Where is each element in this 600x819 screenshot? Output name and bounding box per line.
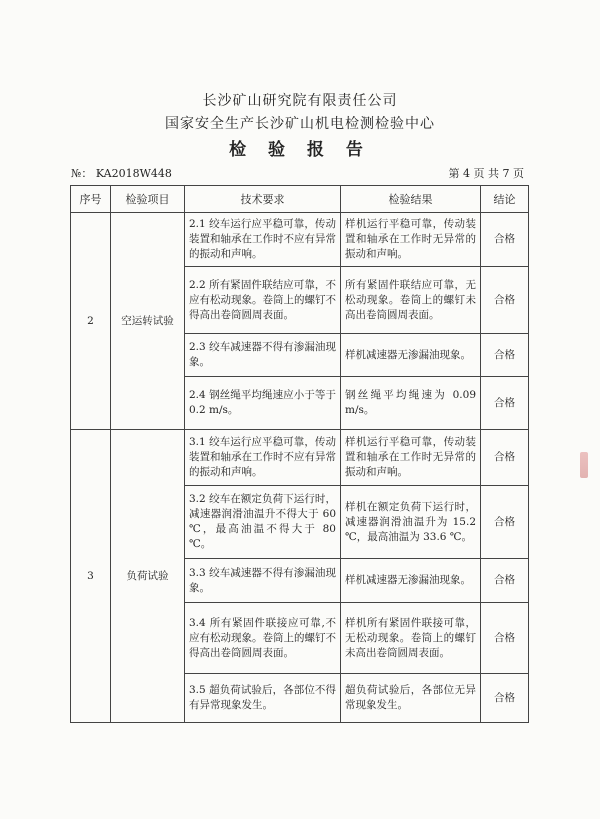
test-item: 负荷试验 <box>111 430 185 723</box>
table-row <box>71 213 529 267</box>
document-title: 检 验 报 告 <box>229 140 371 160</box>
header-seq: 序号 <box>71 186 111 213</box>
header-requirement: 技术要求 <box>185 186 341 213</box>
table-row <box>71 430 529 486</box>
requirement-cell: 2.1 绞车运行应平稳可靠，传动装置和轴承在工作时不应有异常的振动和声响。 <box>185 213 341 267</box>
requirement-cell: 3.1 绞车运行应平稳可靠，传动装置和轴承在工作时不应有异常的振动和声响。 <box>185 430 341 486</box>
conclusion-cell: 合格 <box>481 213 529 267</box>
header-item: 检验项目 <box>111 186 185 213</box>
result-cell: 样机运行平稳可靠，传动装置和轴承在工作时无异常的振动和声响。 <box>341 213 481 267</box>
result-cell: 样机减速器无渗漏油现象。 <box>341 334 481 377</box>
table-header-row <box>71 186 529 213</box>
page-indicator: 第 4 页 共 7 页 <box>448 167 524 180</box>
requirement-cell: 2.2 所有紧固件联结应可靠，不应有松动现象。卷筒上的螺钉不得高出卷筒圆周表面。 <box>185 267 341 334</box>
conclusion-cell: 合格 <box>481 559 529 603</box>
conclusion-cell: 合格 <box>481 377 529 430</box>
header-result: 检验结果 <box>341 186 481 213</box>
requirement-cell: 2.4 钢丝绳平均绳速应小于等于 0.2 m/s。 <box>185 377 341 430</box>
conclusion-cell: 合格 <box>481 430 529 486</box>
header-conclusion: 结论 <box>481 186 529 213</box>
seq-number: 2 <box>71 213 111 430</box>
test-item: 空运转试验 <box>111 213 185 430</box>
seq-number: 3 <box>71 430 111 723</box>
result-cell: 所有紧固件联结应可靠，无松动现象。卷筒上的螺钉未高出卷筒圆周表面。 <box>341 267 481 334</box>
requirement-cell: 3.2 绞车在额定负荷下运行时，减速器润滑油温升不得大于 60 ℃，最高油温不得大于 80 ℃。 <box>185 486 341 559</box>
requirement-cell: 3.5 超负荷试验后，各部位不得有异常现象发生。 <box>185 674 341 723</box>
center-name: 国家安全生产长沙矿山机电检测检验中心 <box>165 116 435 132</box>
result-cell: 钢丝绳平均绳速为 0.09 m/s。 <box>341 377 481 430</box>
conclusion-cell: 合格 <box>481 674 529 723</box>
result-cell: 样机减速器无渗漏油现象。 <box>341 559 481 603</box>
conclusion-cell: 合格 <box>481 603 529 674</box>
requirement-cell: 3.4 所有紧固件联接应可靠,不应有松动现象。卷筒上的螺钉不得高出卷筒圆周表面。 <box>185 603 341 674</box>
result-cell: 超负荷试验后，各部位无异常现象发生。 <box>341 674 481 723</box>
result-cell: 样机所有紧固件联接可靠，无松动现象。卷筒上的螺钉未高出卷筒圆周表面。 <box>341 603 481 674</box>
report-number: №： KA2018W448 <box>71 167 172 180</box>
inspection-table <box>70 185 529 723</box>
conclusion-cell: 合格 <box>481 486 529 559</box>
conclusion-cell: 合格 <box>481 334 529 377</box>
organization-name: 长沙矿山研究院有限责任公司 <box>202 93 398 109</box>
requirement-cell: 3.3 绞车减速器不得有渗漏油现象。 <box>185 559 341 603</box>
result-cell: 样机运行平稳可靠，传动装置和轴承在工作时无异常的振动和声响。 <box>341 430 481 486</box>
conclusion-cell: 合格 <box>481 267 529 334</box>
requirement-cell: 2.3 绞车减速器不得有渗漏油现象。 <box>185 334 341 377</box>
result-cell: 样机在额定负荷下运行时，减速器润滑油温升为 15.2 ℃，最高油温为 33.6 ℃。 <box>341 486 481 559</box>
ink-mark <box>580 452 588 478</box>
